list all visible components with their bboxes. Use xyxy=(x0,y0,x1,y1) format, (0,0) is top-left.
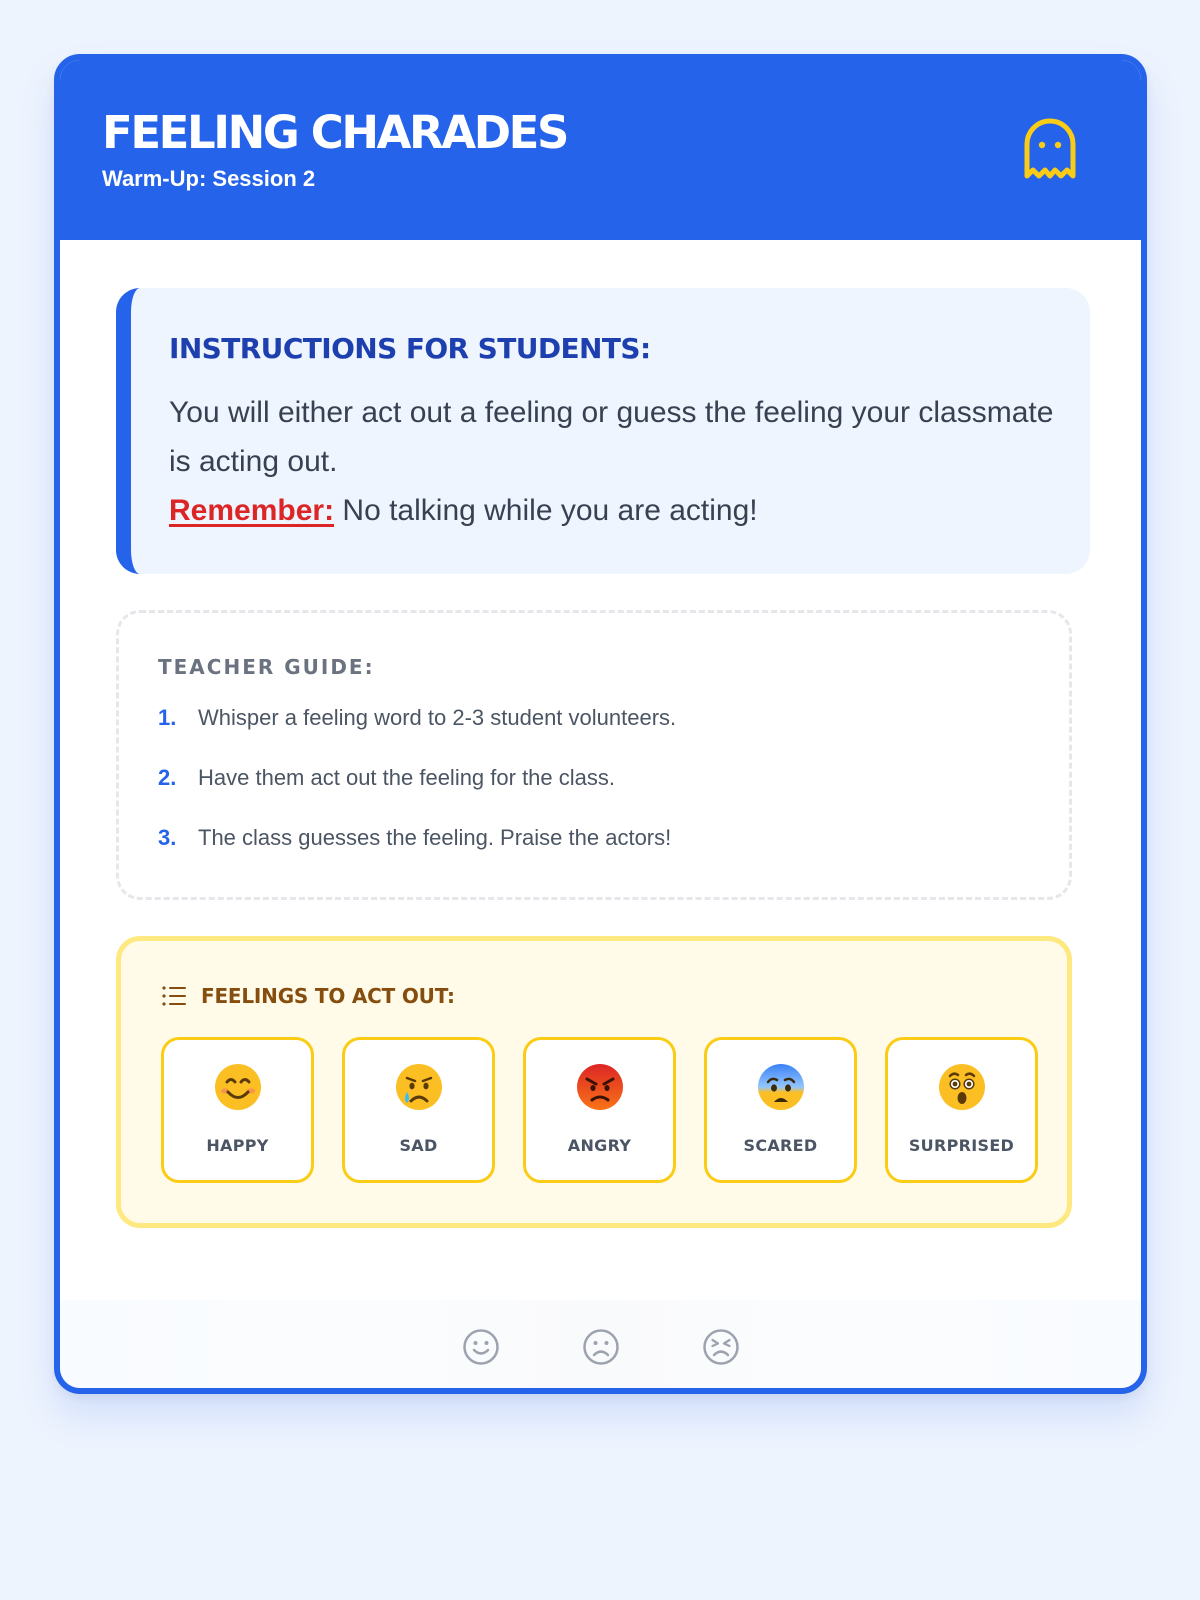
activity-card xyxy=(54,54,1147,1394)
instructions-body xyxy=(169,388,1069,535)
teacher-guide-steps xyxy=(158,705,676,885)
teacher-guide xyxy=(116,610,1072,900)
step-text: Have them act out the feeling for the class. xyxy=(198,765,616,790)
guide-step xyxy=(158,765,676,825)
step-text: The class guesses the feeling. Praise the actors! xyxy=(198,825,672,850)
feelings-header xyxy=(161,983,455,1009)
instructions-heading: INSTRUCTIONS FOR STUDENTS: xyxy=(169,332,651,365)
feeling-card-surprised[interactable] xyxy=(885,1037,1038,1183)
astonished-face-icon xyxy=(937,1062,987,1112)
step-text: Whisper a feeling word to 2-3 student volunteers. xyxy=(198,705,677,730)
feeling-label: HAPPY xyxy=(206,1136,269,1155)
crying-face-icon xyxy=(394,1062,444,1112)
step-number: 3. xyxy=(158,825,177,850)
feelings-title: FEELINGS TO ACT OUT: xyxy=(201,984,455,1008)
feeling-label: ANGRY xyxy=(567,1136,632,1155)
header xyxy=(60,60,1141,240)
feeling-card-happy[interactable] xyxy=(161,1037,314,1183)
teacher-guide-heading: TEACHER GUIDE: xyxy=(158,655,375,679)
smiling-face-icon xyxy=(213,1062,263,1112)
guide-step xyxy=(158,705,676,765)
step-number: 2. xyxy=(158,765,177,790)
feeling-card-sad[interactable] xyxy=(342,1037,495,1183)
student-instructions xyxy=(116,288,1090,574)
feeling-label: SCARED xyxy=(743,1136,818,1155)
remember-label: Remember: xyxy=(169,494,335,527)
footer-icons xyxy=(60,1328,1141,1366)
fearful-face-icon xyxy=(756,1062,806,1112)
feeling-card-scared[interactable] xyxy=(704,1037,857,1183)
page-subtitle: Warm-Up: Session 2 xyxy=(102,166,316,191)
list-icon xyxy=(161,983,187,1009)
feeling-label: SURPRISED xyxy=(908,1136,1015,1155)
feeling-card-angry[interactable] xyxy=(523,1037,676,1183)
smile-outline-icon xyxy=(462,1328,500,1366)
angry-face-icon xyxy=(575,1062,625,1112)
feeling-label: SAD xyxy=(399,1136,438,1155)
instructions-text: You will either act out a feeling or guess the feeling your classmate is acting out. xyxy=(169,396,1054,478)
ghost-icon xyxy=(1022,116,1078,180)
feeling-cards xyxy=(161,1037,1038,1183)
feelings-panel xyxy=(116,936,1072,1228)
annoyed-outline-icon xyxy=(702,1328,740,1366)
remember-text: No talking while you are acting! xyxy=(342,494,758,527)
page-title: FEELING CHARADES xyxy=(102,106,567,159)
guide-step xyxy=(158,825,676,885)
frown-outline-icon xyxy=(582,1328,620,1366)
step-number: 1. xyxy=(158,705,177,730)
